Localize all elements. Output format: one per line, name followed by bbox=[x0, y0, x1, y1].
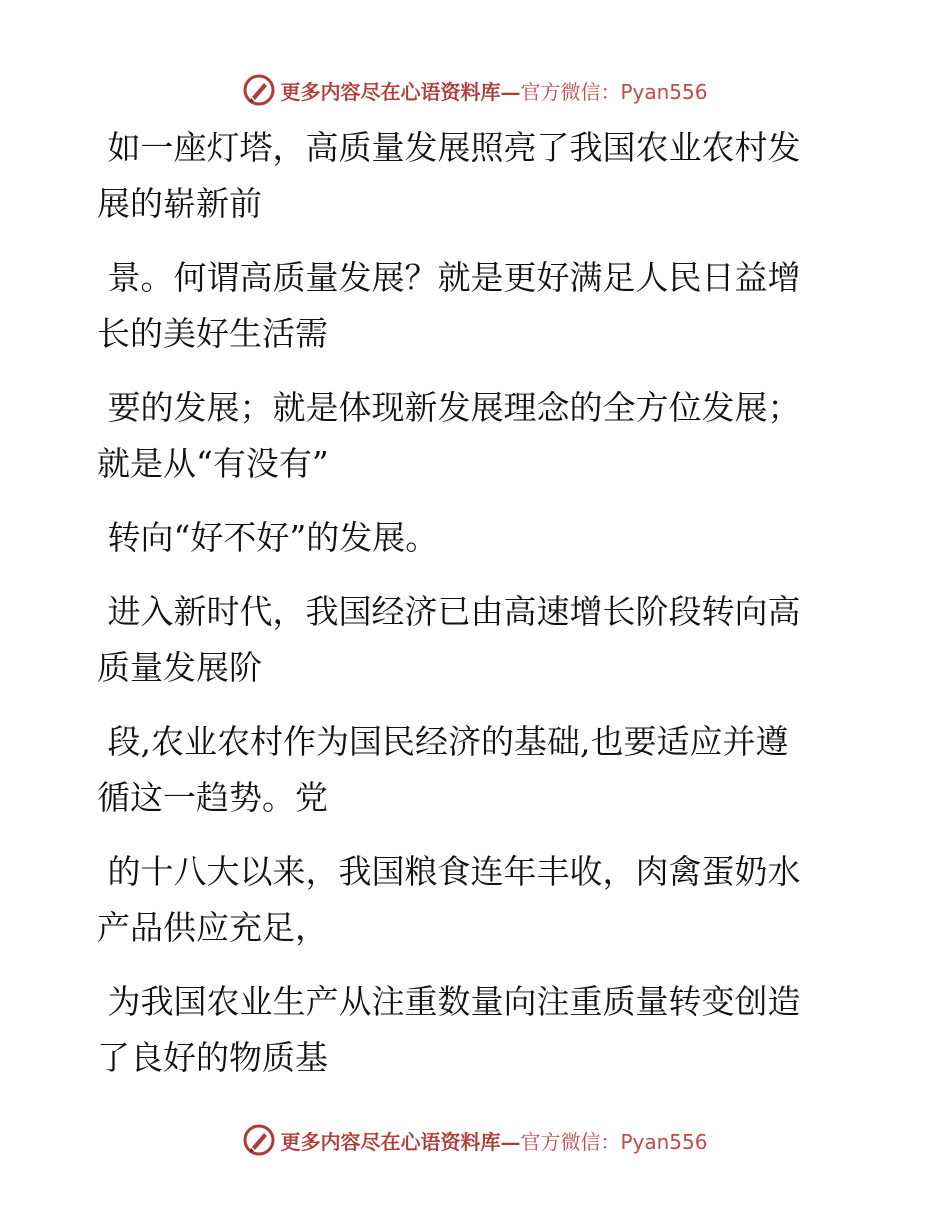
paragraph bbox=[97, 510, 837, 566]
paragraph-line: 转向“好不好”的发展。 bbox=[97, 518, 439, 557]
paragraph-line: 了良好的物质基 bbox=[97, 1038, 328, 1077]
paragraph bbox=[97, 974, 837, 1086]
paragraph-line: 的十八大以来，我国粮食连年丰收，肉禽蛋奶水 bbox=[97, 852, 801, 891]
paragraph-line: 为我国农业生产从注重数量向注重质量转变创造 bbox=[97, 982, 801, 1021]
paragraph-line: 就是从“有没有” bbox=[97, 444, 329, 483]
paragraph-line: 进入新时代，我国经济已由高速增长阶段转向高 bbox=[97, 592, 801, 631]
watermark-site: 更多内容尽在心语资料库 bbox=[280, 79, 501, 104]
paragraph-line: 展的崭新前 bbox=[97, 184, 262, 223]
paragraph bbox=[97, 250, 837, 362]
paragraph-line: 质量发展阶 bbox=[97, 648, 262, 687]
pen-logo-icon bbox=[242, 73, 276, 107]
watermark-text bbox=[280, 1126, 707, 1155]
watermark-dash: — bbox=[500, 1129, 521, 1154]
paragraph bbox=[97, 380, 837, 492]
paragraph-line: 长的美好生活需 bbox=[97, 314, 328, 353]
footer-watermark bbox=[0, 1120, 950, 1160]
paragraph bbox=[97, 120, 837, 232]
paragraph bbox=[97, 714, 837, 826]
pen-logo-icon bbox=[242, 1123, 276, 1157]
watermark-wechat: 官方微信：Pyan556 bbox=[520, 79, 708, 104]
watermark-dash: — bbox=[500, 79, 521, 104]
watermark-site: 更多内容尽在心语资料库 bbox=[280, 1129, 501, 1154]
paragraph-line: 循这一趋势。党 bbox=[97, 778, 328, 817]
watermark-text bbox=[280, 76, 707, 105]
paragraph-line: 景。何谓高质量发展？就是更好满足人民日益增 bbox=[97, 258, 801, 297]
paragraph-line: 产品供应充足， bbox=[97, 908, 328, 947]
paragraph-line: 要的发展；就是体现新发展理念的全方位发展； bbox=[97, 388, 801, 427]
paragraph-line: 如一座灯塔，高质量发展照亮了我国农业农村发 bbox=[97, 128, 801, 167]
document-body bbox=[97, 120, 837, 1104]
paragraph-line: 段,农业农村作为国民经济的基础,也要适应并遵 bbox=[97, 722, 789, 761]
watermark-wechat: 官方微信：Pyan556 bbox=[520, 1129, 708, 1154]
header-watermark bbox=[0, 70, 950, 110]
paragraph bbox=[97, 584, 837, 696]
paragraph bbox=[97, 844, 837, 956]
